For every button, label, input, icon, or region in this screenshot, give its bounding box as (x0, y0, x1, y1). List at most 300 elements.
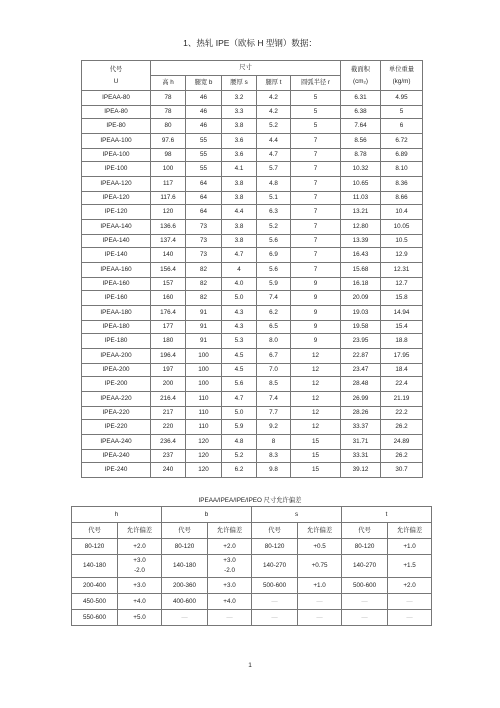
tolerance-cell: — (342, 610, 388, 626)
header-h: 高 h (151, 76, 186, 91)
table-row (82, 235, 423, 248)
table-cell: 12.9 (381, 248, 423, 263)
header-area-label: 截面积 (351, 65, 370, 73)
table-row (82, 407, 423, 420)
table-row (82, 149, 423, 162)
tolerance-cell: — (298, 610, 342, 626)
tolerance-cell: +0.5 (298, 539, 342, 555)
table-cell: 6.89 (381, 149, 423, 162)
table-cell: 137.4 (151, 235, 186, 248)
tolerance-cell: 200-400 (72, 578, 118, 594)
cell-code: IPEAA-100 (82, 134, 151, 149)
table-cell: 46 (186, 91, 222, 106)
table-cell: 180 (151, 334, 186, 349)
table-cell: 5 (381, 106, 423, 119)
table-cell: 240 (151, 463, 186, 478)
tolerance-cell: +0.75 (298, 555, 342, 578)
tolerance-cell: — (388, 610, 432, 626)
tolerance-cell: +3.0 (208, 578, 252, 594)
tolerance-col-code: 代号 (162, 523, 208, 539)
table-cell: 22.4 (381, 377, 423, 392)
table-cell: 177 (151, 321, 186, 334)
tolerance-cell: — (388, 594, 432, 610)
table-cell: 4.4 (257, 134, 291, 149)
table-cell: 9.8 (257, 463, 291, 478)
cell-code: IPEAA-200 (82, 349, 151, 364)
table-cell: 100 (186, 364, 222, 377)
table-cell: 8.56 (341, 134, 381, 149)
table-cell: 82 (186, 263, 222, 278)
header-weight-label: 单位重量 (388, 65, 415, 73)
table-cell: 80 (151, 119, 186, 134)
table-cell: 4.2 (257, 106, 291, 119)
tolerance-col-code: 代号 (72, 523, 118, 539)
table-cell: 9 (291, 306, 341, 321)
tolerance-group-header: h (72, 507, 162, 523)
header-s: 腰厚 s (222, 76, 257, 91)
cell-code: IPEA-120 (82, 192, 151, 205)
table-cell: 12.80 (341, 220, 381, 235)
table-cell: 236.4 (151, 435, 186, 450)
table-cell: 7.0 (257, 364, 291, 377)
tolerance-cell: +3.0 (118, 578, 162, 594)
tolerance-cell: — (208, 610, 252, 626)
table-cell: 5.0 (222, 407, 257, 420)
table-cell: 18.8 (381, 334, 423, 349)
cell-code: IPEA-220 (82, 407, 151, 420)
page-number: 1 (248, 662, 252, 669)
table-row (82, 321, 423, 334)
table-cell: 10.4 (381, 205, 423, 220)
table-cell: 110 (186, 420, 222, 435)
tolerance-cell: 500-600 (342, 578, 388, 594)
table-row (82, 220, 423, 235)
table-cell: 7.4 (257, 291, 291, 306)
table-cell: 4.95 (381, 91, 423, 106)
tolerance-value-line: +3.0 (223, 557, 236, 564)
table-cell: 110 (186, 392, 222, 407)
table-cell: 3.8 (222, 220, 257, 235)
table-cell: 26.99 (341, 392, 381, 407)
cell-code: IPEA-200 (82, 364, 151, 377)
header-area-unit: (cm₂) (352, 77, 369, 85)
table-cell: 3.8 (222, 192, 257, 205)
cell-code: IPE-200 (82, 377, 151, 392)
table-cell: 9 (291, 334, 341, 349)
table-cell: 28.26 (341, 407, 381, 420)
table-cell: 157 (151, 278, 186, 291)
cell-code: IPEA-160 (82, 278, 151, 291)
table-row (82, 364, 423, 377)
table-cell: 12 (291, 377, 341, 392)
table-cell: 98 (151, 149, 186, 162)
table-cell: 4.7 (222, 392, 257, 407)
table-row (82, 291, 423, 306)
table-cell: 33.31 (341, 450, 381, 463)
header-code-label: 代号 (109, 65, 123, 73)
table-cell: 5.9 (257, 278, 291, 291)
table-cell: 4.3 (222, 306, 257, 321)
tolerance-cell: 80-120 (342, 539, 388, 555)
table-cell: 4.8 (257, 177, 291, 192)
table-cell: 20.09 (341, 291, 381, 306)
header-b: 腿宽 b (186, 76, 222, 91)
tolerance-value-line: -2.0 (224, 567, 235, 574)
table-cell: 7 (291, 248, 341, 263)
cell-code: IPE-120 (82, 205, 151, 220)
table-cell: 7 (291, 177, 341, 192)
table-cell: 4.2 (257, 91, 291, 106)
table-cell: 26.2 (381, 420, 423, 435)
tolerance-cell: +1.5 (388, 555, 432, 578)
table-cell: 120 (186, 463, 222, 478)
cell-code: IPE-100 (82, 162, 151, 177)
header-dimensions: 尺寸 (151, 61, 341, 76)
header-weight-unit: (kg/m) (392, 77, 411, 85)
header-area (341, 61, 381, 91)
table-cell: 3.3 (222, 106, 257, 119)
cell-code: IPEAA-240 (82, 435, 151, 450)
table-cell: 64 (186, 205, 222, 220)
cell-code: IPEAA-80 (82, 91, 151, 106)
table-row (82, 192, 423, 205)
tolerance-cell: 140-180 (72, 555, 118, 578)
table-cell: 17.95 (381, 349, 423, 364)
table-cell: 15 (291, 435, 341, 450)
cell-code: IPE-80 (82, 119, 151, 134)
table-cell: 8.78 (341, 149, 381, 162)
tolerance-cell: — (252, 594, 298, 610)
table-cell: 5.7 (257, 162, 291, 177)
table-cell: 4.7 (222, 248, 257, 263)
table-cell: 237 (151, 450, 186, 463)
table-cell: 4.4 (222, 205, 257, 220)
table-cell: 10.5 (381, 235, 423, 248)
table-cell: 4.5 (222, 364, 257, 377)
table-cell: 12 (291, 364, 341, 377)
table-cell: 4.8 (222, 435, 257, 450)
table-cell: 22.2 (381, 407, 423, 420)
table-row (82, 106, 423, 119)
table-cell: 117 (151, 177, 186, 192)
table-cell: 7 (291, 263, 341, 278)
tolerance-group-header: b (162, 507, 252, 523)
table-cell: 8 (257, 435, 291, 450)
table-cell: 196.4 (151, 349, 186, 364)
table-cell: 100 (186, 349, 222, 364)
table-cell: 33.37 (341, 420, 381, 435)
tolerance-cell: +2.0 (388, 578, 432, 594)
table-cell: 9.2 (257, 420, 291, 435)
tolerance-cell: 500-600 (252, 578, 298, 594)
tolerance-cell: 80-120 (72, 539, 118, 555)
tolerance-cell: — (298, 594, 342, 610)
table-cell: 64 (186, 177, 222, 192)
table-row (82, 450, 423, 463)
table-cell: 136.6 (151, 220, 186, 235)
table-cell: 160 (151, 291, 186, 306)
table-cell: 110 (186, 407, 222, 420)
table-cell: 12.31 (381, 263, 423, 278)
tolerance-col-dev: 允许偏差 (208, 523, 252, 539)
tolerance-group-header: t (342, 507, 432, 523)
tolerance-cell: 80-120 (162, 539, 208, 555)
table-cell: 12 (291, 407, 341, 420)
table-cell: 220 (151, 420, 186, 435)
table-cell: 10.05 (381, 220, 423, 235)
table-row (82, 435, 423, 450)
table-cell: 23.47 (341, 364, 381, 377)
table-cell: 15.8 (381, 291, 423, 306)
table-cell: 6.31 (341, 91, 381, 106)
cell-code: IPEAA-160 (82, 263, 151, 278)
table-cell: 19.58 (341, 321, 381, 334)
tolerance-col-code: 代号 (342, 523, 388, 539)
tolerance-row (72, 555, 432, 578)
table-cell: 55 (186, 134, 222, 149)
table-cell: 7 (291, 149, 341, 162)
table-cell: 8.3 (257, 450, 291, 463)
tolerance-cell: +2.0 (118, 539, 162, 555)
table-cell: 120 (186, 450, 222, 463)
tolerance-cell: 400-600 (162, 594, 208, 610)
table-cell: 5.6 (222, 377, 257, 392)
table-cell: 9 (291, 278, 341, 291)
table-cell: 4 (222, 263, 257, 278)
table-row (82, 463, 423, 478)
tolerance-col-dev: 允许偏差 (298, 523, 342, 539)
table-cell: 4.5 (222, 349, 257, 364)
table-cell: 7.7 (257, 407, 291, 420)
table-cell: 8.0 (257, 334, 291, 349)
table-cell: 24.89 (381, 435, 423, 450)
table-row (82, 205, 423, 220)
table-cell: 9 (291, 291, 341, 306)
table-cell: 5.3 (222, 334, 257, 349)
table-cell: 55 (186, 149, 222, 162)
table-cell: 97.6 (151, 134, 186, 149)
table-cell: 4.7 (257, 149, 291, 162)
table-cell: 6.7 (257, 349, 291, 364)
tolerance-cell: +2.0 (208, 539, 252, 555)
table-cell: 16.43 (341, 248, 381, 263)
table-cell: 5.1 (257, 192, 291, 205)
table-cell: 5 (291, 106, 341, 119)
table-cell: 12 (291, 349, 341, 364)
tolerance-cell: 200-360 (162, 578, 208, 594)
table-cell: 6.2 (257, 306, 291, 321)
table-cell: 3.8 (222, 235, 257, 248)
table-cell: 15 (291, 463, 341, 478)
table-cell: 46 (186, 119, 222, 134)
table-cell: 7 (291, 220, 341, 235)
tolerance-cell: 550-600 (72, 610, 118, 626)
tolerance-cell (118, 555, 162, 578)
table-cell: 3.2 (222, 91, 257, 106)
table-cell: 78 (151, 106, 186, 119)
table-cell: 6 (381, 119, 423, 134)
table-row (82, 420, 423, 435)
table-cell: 55 (186, 162, 222, 177)
tolerance-cell: +4.0 (208, 594, 252, 610)
table-cell: 120 (186, 435, 222, 450)
table-cell: 73 (186, 248, 222, 263)
tolerance-value-line: +3.0 (133, 557, 146, 564)
table-cell: 8.66 (381, 192, 423, 205)
cell-code: IPEA-140 (82, 235, 151, 248)
table-cell: 16.18 (341, 278, 381, 291)
header-weight (381, 61, 423, 91)
tolerance-cell (208, 555, 252, 578)
table-row (82, 162, 423, 177)
table-cell: 8.10 (381, 162, 423, 177)
header-t: 腿厚 t (257, 76, 291, 91)
table-cell: 82 (186, 291, 222, 306)
table-cell: 28.48 (341, 377, 381, 392)
table-row (82, 334, 423, 349)
table-cell: 197 (151, 364, 186, 377)
tolerance-col-dev: 允许偏差 (118, 523, 162, 539)
table-cell: 19.03 (341, 306, 381, 321)
table-cell: 216.4 (151, 392, 186, 407)
table-cell: 31.71 (341, 435, 381, 450)
table-cell: 46 (186, 106, 222, 119)
table-cell: 14.94 (381, 306, 423, 321)
table-cell: 120 (151, 205, 186, 220)
table-cell: 3.6 (222, 149, 257, 162)
table-cell: 176.4 (151, 306, 186, 321)
table-cell: 5.2 (222, 450, 257, 463)
table-cell: 30.7 (381, 463, 423, 478)
header-code (82, 61, 151, 91)
tolerance-cell: 140-270 (342, 555, 388, 578)
table-row (82, 377, 423, 392)
table-cell: 10.65 (341, 177, 381, 192)
tolerance-cell: +4.0 (118, 594, 162, 610)
tolerance-cell: +1.0 (388, 539, 432, 555)
table-cell: 117.6 (151, 192, 186, 205)
table-row (82, 392, 423, 407)
table-cell: 6.3 (257, 205, 291, 220)
table-cell: 12 (291, 392, 341, 407)
table-cell: 13.21 (341, 205, 381, 220)
table-cell: 217 (151, 407, 186, 420)
table-cell: 8.5 (257, 377, 291, 392)
tolerance-group-header: s (252, 507, 342, 523)
table-row (82, 278, 423, 291)
table-row (82, 91, 423, 106)
page-title: 1、热轧 IPE（欧标 H 型钢）数据： (183, 38, 317, 48)
table-cell: 12.7 (381, 278, 423, 291)
table-cell: 5.6 (257, 235, 291, 248)
table-cell: 64 (186, 192, 222, 205)
table-cell: 22.87 (341, 349, 381, 364)
table-cell: 15.68 (341, 263, 381, 278)
table-cell: 7.64 (341, 119, 381, 134)
table-cell: 3.8 (222, 119, 257, 134)
tolerance-title: IPEAA/IPEA/IPE/IPEO 尺寸允许偏差 (198, 497, 302, 504)
cell-code: IPE-220 (82, 420, 151, 435)
cell-code: IPEA-80 (82, 106, 151, 119)
cell-code: IPE-160 (82, 291, 151, 306)
cell-code: IPEA-100 (82, 149, 151, 162)
cell-code: IPEA-180 (82, 321, 151, 334)
table-cell: 21.19 (381, 392, 423, 407)
table-cell: 15 (291, 450, 341, 463)
table-cell: 4.0 (222, 278, 257, 291)
tolerance-row (72, 578, 432, 594)
tolerance-cell: 140-270 (252, 555, 298, 578)
ipe-data-table (81, 60, 423, 478)
table-cell: 82 (186, 278, 222, 291)
table-cell: 100 (186, 377, 222, 392)
table-cell: 6.38 (341, 106, 381, 119)
table-cell: 8.36 (381, 177, 423, 192)
header-r: 圆弧半径 r (291, 76, 341, 91)
table-cell: 39.12 (341, 463, 381, 478)
tolerance-cell: +1.0 (298, 578, 342, 594)
tolerance-cell: 450-500 (72, 594, 118, 610)
tolerance-row (72, 594, 432, 610)
table-cell: 7 (291, 235, 341, 248)
table-row (82, 248, 423, 263)
table-cell: 5.2 (257, 220, 291, 235)
table-cell: 7.4 (257, 392, 291, 407)
table-cell: 6.5 (257, 321, 291, 334)
table-cell: 5.6 (257, 263, 291, 278)
cell-code: IPEAA-180 (82, 306, 151, 321)
table-cell: 6.9 (257, 248, 291, 263)
tolerance-value-line: -2.0 (134, 567, 145, 574)
table-cell: 11.03 (341, 192, 381, 205)
table-cell: 26.2 (381, 450, 423, 463)
table-cell: 200 (151, 377, 186, 392)
tolerance-table (71, 506, 432, 626)
cell-code: IPE-240 (82, 463, 151, 478)
table-cell: 5 (291, 119, 341, 134)
tolerance-col-dev: 允许偏差 (388, 523, 432, 539)
table-cell: 4.3 (222, 321, 257, 334)
table-cell: 91 (186, 306, 222, 321)
tolerance-cell: — (162, 610, 208, 626)
table-cell: 9 (291, 321, 341, 334)
table-cell: 4.1 (222, 162, 257, 177)
table-cell: 73 (186, 235, 222, 248)
tolerance-cell: — (252, 610, 298, 626)
table-cell: 91 (186, 334, 222, 349)
table-cell: 140 (151, 248, 186, 263)
tolerance-cell: 80-120 (252, 539, 298, 555)
table-cell: 7 (291, 162, 341, 177)
tolerance-cell: +5.0 (118, 610, 162, 626)
table-cell: 7 (291, 134, 341, 149)
table-cell: 15.4 (381, 321, 423, 334)
table-cell: 78 (151, 91, 186, 106)
cell-code: IPEA-240 (82, 450, 151, 463)
tolerance-row (72, 610, 432, 626)
table-row (82, 177, 423, 192)
table-cell: 5.9 (222, 420, 257, 435)
table-cell: 6.2 (222, 463, 257, 478)
header-code-sub: U (113, 77, 119, 85)
table-cell: 7 (291, 205, 341, 220)
table-row (82, 306, 423, 321)
table-cell: 12 (291, 420, 341, 435)
table-row (82, 134, 423, 149)
cell-code: IPE-180 (82, 334, 151, 349)
table-cell: 13.39 (341, 235, 381, 248)
table-cell: 3.8 (222, 177, 257, 192)
